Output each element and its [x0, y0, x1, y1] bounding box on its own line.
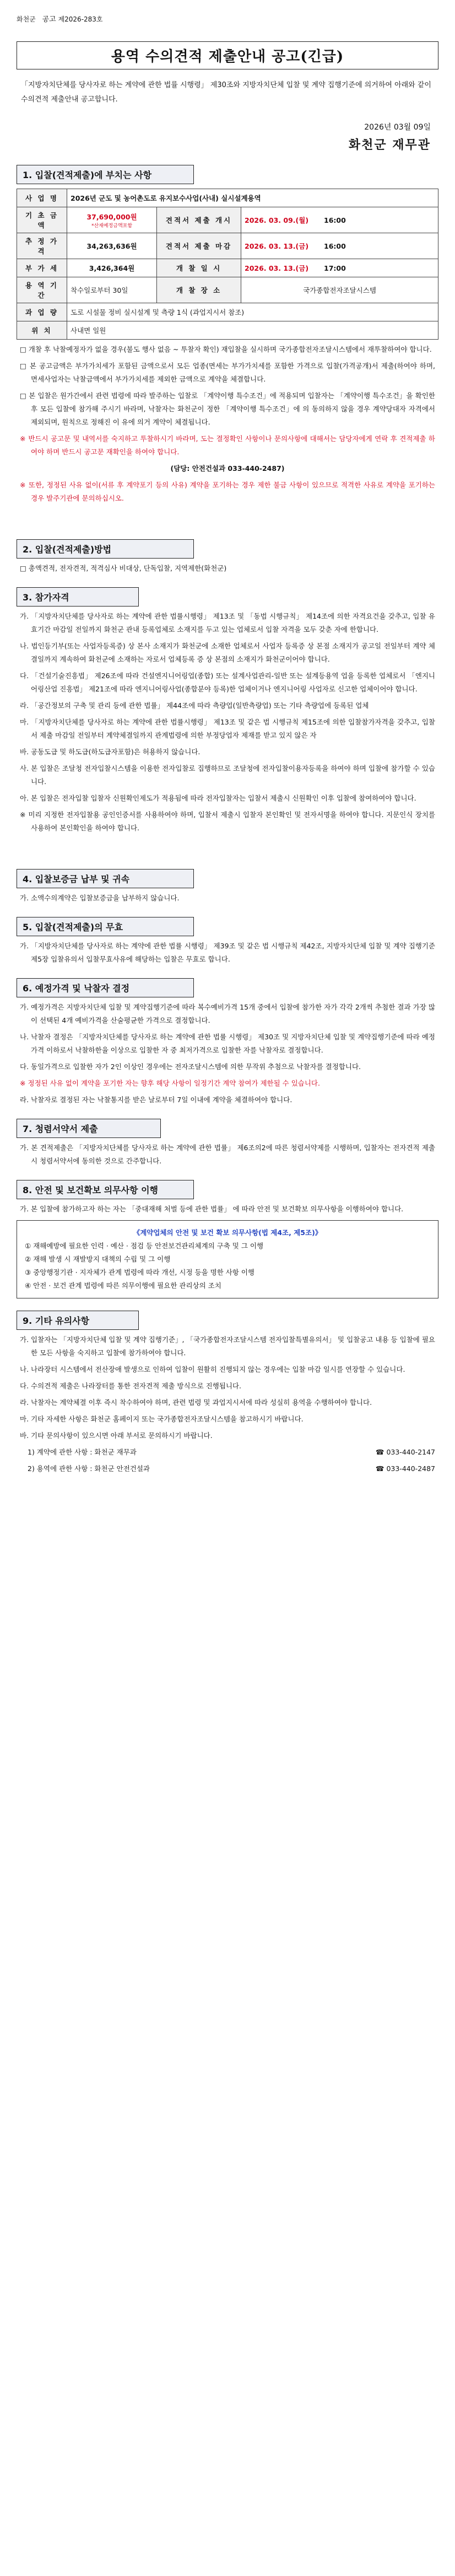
table-value [241, 233, 438, 259]
submit-start-date: 2026. 03. 09.(월) [245, 216, 309, 224]
s3-item: 아. 본 입찰은 전자입찰 입찰자 신원확인제도가 적용됨에 따라 전자입찰자는 입찰서 제출시 신원확인 이후 입찰에 참여하여야 합니다. [20, 794, 416, 802]
s6-item: 가. 예정가격은 지방자치단체 입찰 및 계약집행기준에 따라 복수예비가격 15개 중에서 입찰에 참가한 자가 각각 2개씩 추첨한 결과 가장 많이 선택된 4개 예비가격을 산술평균한 가격으로 결정합니다. [20, 1003, 435, 1024]
table-row [17, 259, 438, 277]
table-value: 2026년 군도 및 농어촌도로 유지보수사업(사내) 실시설계용역 [67, 189, 438, 207]
s8-box [17, 1220, 438, 1298]
table-value: 사내면 일원 [67, 321, 438, 340]
contact-phone: ☎ 033-440-2147 [375, 1448, 435, 1456]
notice-date: 2026년 03월 09일 [364, 123, 431, 132]
submit-start-time: 16:00 [324, 216, 346, 224]
s1-note: □ 본 공고금액은 부가가치세가 포함된 금액으로서 모든 업종(면세는 부가가치세를 포함한 가격으로 입찰(가격공개)서 제출(하여야 하며, 면세사업자는 낙찰금액에서 부가가치세를 제외한 금액으로 계약을 체결합니다. [20, 362, 435, 383]
s3-item: 마. 「지방자치단체를 당사자로 하는 계약에 관한 법률시행령」 제13조 및 같은 법 시행규칙 제15조에 의한 입찰참가자격을 갖추고, 입찰서 제출 마감일 전일부터 계약체결일까지 관계법령에 의한 부정당업자 제재를 받고 있지 않은 자 [20, 718, 435, 739]
s2-body: □ 총액견적, 전자견적, 적격심사 비대상, 단독입찰, 지역제한(화천군) [20, 564, 227, 572]
table-key: 용 역 기 간 [17, 277, 67, 303]
s6-item: 다. 동일가격으로 입찰한 자가 2인 이상인 경우에는 전자조달시스템에 의한 무작위 추첨으로 낙찰자를 결정합니다. [20, 1062, 361, 1071]
table-key: 부 가 세 [17, 259, 67, 277]
notice-header [17, 14, 438, 25]
base-amount: 37,690,000원 [86, 212, 137, 221]
section-9-heading: 9. 기타 유의사항 [17, 1311, 139, 1330]
section-7-heading: 7. 청렴서약서 제출 [17, 1119, 161, 1138]
s3-item: 바. 공동도급 및 하도급(하도급자포함)은 허용하지 않습니다. [20, 748, 201, 756]
s8-box-item: ④ 안전 · 보건 관계 법령에 따른 의무이행에 필요한 관리상의 조치 [25, 1281, 221, 1290]
s3-item: 라. 「공간정보의 구축 및 관리 등에 관한 법률」 제44조에 따라 측량업(일반측량업) 또는 기타 측량업에 등록된 업체 [20, 701, 369, 710]
contact-label: 2) 용역에 관한 사항 : 화천군 안전건설과 [28, 1464, 150, 1473]
section-4-heading: 4. 입찰보증금 납부 및 귀속 [17, 869, 194, 888]
table-row [17, 189, 438, 207]
table-key: 위 치 [17, 321, 67, 340]
s9-item: 라. 낙찰자는 계약체결 이후 즉시 착수하여야 하며, 관련 법령 및 과업지시서에 따라 성실히 용역을 수행하여야 합니다. [20, 1398, 372, 1407]
s5-body: 가. 「지방자치단체를 당사자로 하는 계약에 관한 법률 시행령」 제39조 및 같은 법 시행규칙 제42조, 지방자치단체 입찰 및 계약 집행기준 제5장 입찰유의서 입찰무효사유에 해당하는 입찰은 무효로 합니다. [20, 942, 435, 963]
base-amount-note: *산재예정금액포함 [91, 223, 133, 229]
title-box [17, 41, 438, 69]
s1-note: □ 본 입찰은 원가간에서 관련 법령에 따라 발주하는 입찰로 「계약이행 특수조건」에 적용되며 입찰자는 「계약이행 특수조건」을 확인한 후 모든 입찰에 참가해 주시기 바라며, 낙찰자는 화천군이 정한 「계약이행 특수조건」에 의 동의하지 않을 경우 계약당대자 자격에서 제외되며, 원칙으로 정해진 이 유에 의거 계약이 체결됩니다. [20, 391, 435, 426]
s8-box-item: ② 재해 발생 시 재발방지 대책의 수립 및 그 이행 [25, 1255, 171, 1263]
opening-time: 17:00 [324, 264, 346, 272]
submit-end-date: 2026. 03. 13.(금) [245, 242, 309, 250]
s4-body: 가. 소액수의계약은 입찰보증금을 납부하지 않습니다. [20, 894, 180, 902]
table-value: 착수일로부터 30일 [67, 277, 157, 303]
section-5-heading: 5. 입찰(견적제출)의 무효 [17, 917, 194, 936]
table-value [241, 207, 438, 233]
table-value: 국가종합전자조달시스템 [241, 277, 438, 303]
table-key: 과 업 량 [17, 303, 67, 321]
table-row [17, 277, 438, 303]
s6-item: 라. 낙찰자로 결정된 자는 낙찰통지를 받은 날로부터 7일 이내에 계약을 체결하여야 합니다. [20, 1096, 292, 1104]
table-row [17, 207, 438, 233]
s1-contact: (담당: 안전건설과 033-440-2487) [170, 464, 285, 473]
contact-label: 1) 계약에 관한 사항 : 화천군 재무과 [28, 1448, 137, 1456]
s9-item: 다. 수의견적 제출은 나라장터를 통한 전자견적 제출 방식으로 진행됩니다. [20, 1382, 241, 1390]
s8-box-title: 《계약업체의 안전 및 보건 확보 의무사항(법 제4조, 제5조)》 [133, 1228, 322, 1237]
s3-item: 사. 본 입찰은 조달청 전자입찰시스템을 이용한 전자입찰로 집행하므로 조달청에 전자입찰이용자등록을 하여야 하며 입찰에 참가할 수 있습니다. [20, 764, 435, 786]
s9-item: 마. 기타 자세한 사항은 화천군 홈페이지 또는 국가종합전자조달시스템을 참고하시기 바랍니다. [20, 1415, 304, 1423]
table-key: 사 업 명 [17, 189, 67, 207]
contact-phone: ☎ 033-440-2487 [375, 1464, 435, 1473]
page-title: 용역 수의견적 제출안내 공고(긴급) [111, 49, 344, 65]
section-6-heading: 6. 예정가격 및 낙찰자 결정 [17, 978, 194, 997]
opening-date: 2026. 03. 13.(금) [245, 264, 309, 272]
info-table [17, 189, 438, 340]
table-key: 개 찰 장 소 [157, 277, 241, 303]
s6-item: ※ 정정된 사유 없이 계약을 포기한 자는 향후 해당 사항이 일정기간 계약 참여가 제한될 수 있습니다. [20, 1079, 320, 1087]
table-value: 34,263,636원 [67, 233, 157, 259]
s6-item: 나. 낙찰자 결정은 「지방자치단체를 당사자로 하는 계약에 관한 법률 시행령」 제30조 및 지방자치단체 입찰 및 계약집행기준에 따라 예정가격 이하로서 낙찰하한율 이상으로 입찰한 자 중 최저가격으로 입찰한 자를 낙찰자로 결정합니다. [20, 1033, 435, 1054]
table-key: 개 찰 일 시 [157, 259, 241, 277]
s9-item: 나. 나라장터 시스템에서 전산장애 발생으로 인하여 입찰이 원활히 진행되지 않는 경우에는 입찰 마감 일시를 연장할 수 있습니다. [20, 1365, 405, 1373]
intro-text: 「지방자치단체를 당사자로 하는 계약에 관한 법률 시행령」 제30조와 지방자치단체 입찰 및 계약 집행기준에 의거하여 아래와 같이 수의견적 제출안내 공고합니다. [21, 81, 431, 104]
section-2-heading: 2. 입찰(견적제출)방법 [17, 539, 194, 559]
section-1-heading: 1. 입찰(견적제출)에 부치는 사항 [17, 165, 194, 184]
notice-number: 제2026-283호 [58, 15, 103, 23]
s9-item: 바. 기타 문의사항이 있으시면 아래 부서로 문의하시기 바랍니다. [20, 1431, 213, 1440]
table-value [241, 259, 438, 277]
table-value: 3,426,364원 [67, 259, 157, 277]
s3-item: 다. 「건설기술진흥법」 제26조에 따라 건설엔지니어링업(종합) 또는 설계사업관리-일반 또는 설계등용역 업을 등록한 업체로서 「엔지니어링산업 진흥법」 제21조에 따라 엔지니어링사업(종합분야 등록)한 업체이거나 엔지니어링 사업자로 신고한 업체이어야 합니다. [20, 672, 435, 693]
s8-body: 가. 본 입찰에 참가하고자 하는 자는 「중대재해 처벌 등에 관한 법률」 에 따라 안전 및 보건확보 의무사항을 이행하여야 합니다. [20, 1205, 404, 1213]
notice-label: 공고 [42, 15, 56, 24]
s7-body: 가. 본 견적제출은 「지방자치단체를 당사자로 하는 계약에 관한 법률」 제6조의2에 따른 청렴서약제를 시행하며, 입찰자는 전자견적 제출 시 청렴서약서에 동의한 것으로 간주합니다. [20, 1144, 435, 1165]
s3-item: 가. 「지방자치단체를 당사자로 하는 계약에 관한 법률시행령」 제13조 및 「동법 시행규칙」 제14조에 의한 자격요건을 갖추고, 입찰 유효기간 마감일 전일까지 화천군 관내 등록업체로 소재지를 두고 있는 업체로서 입찰 자격을 모두 갖춘 자에 한합니다. [20, 612, 435, 634]
submit-end-time: 16:00 [324, 242, 346, 250]
table-row [17, 321, 438, 340]
table-key: 추 정 가 격 [17, 233, 67, 259]
contact-row [20, 1462, 435, 1475]
s9-item: 가. 입찰자는 「지방자치단체 입찰 및 계약 집행기준」, 「국가종합전자조달시스템 전자입찰특별유의서」 및 입찰공고 내용 등 입찰에 필요한 모든 사항을 숙지하고 입찰에 참가하여야 합니다. [20, 1335, 435, 1357]
s3-item: ※ 미리 지정한 전자입찰용 공인인증서를 사용하여야 하며, 입찰서 제출시 입찰자 본인확인 및 전자서명을 하여야 합니다. 지문인식 장치를 사용하여 본인확인을 하여야 합니다. [20, 811, 435, 832]
s8-box-item: ① 재해예방에 필요한 인력 · 예산 · 점검 등 안전보건관리체계의 구축 및 그 이행 [25, 1242, 264, 1250]
s1-note: □ 개찰 후 낙찰예정자가 없을 경우(불도 행사 없음 ~ 투찰자 확인) 재입찰을 실시하며 국가종합전자조달시스템에서 재투찰하여야 합니다. [20, 345, 432, 353]
issuer: 화천군 재무관 [348, 138, 431, 152]
table-row [17, 303, 438, 321]
table-value: 도로 시설물 정비 실시설계 및 측량 1식 (과업지시서 참조) [67, 303, 438, 321]
table-key: 견적서 제출 개시 [157, 207, 241, 233]
table-key: 기 초 금 액 [17, 207, 67, 233]
table-row [17, 233, 438, 259]
s1-note: ※ 반드시 공고문 및 내역서를 숙지하고 투찰하시기 바라며, 도는 결정확인 사항이나 문의사항에 대해서는 담당자에게 연락 후 견적제출 하여야 하며 반드시 공고문 재확인을 하여야 합니다. [20, 434, 435, 456]
table-value [67, 207, 157, 233]
contact-row [20, 1446, 435, 1459]
s1-note: ※ 또한, 정정된 사유 없이(서류 후 계약포기 등의 사유) 계약을 포기하는 경우 제한 불금 사항이 있으므로 적격한 사유로 계약을 포기하는 경우 발주기관에 문의하십시오. [20, 481, 435, 502]
notice-org: 화천군 [17, 15, 36, 23]
section-3-heading: 3. 참가자격 [17, 587, 139, 607]
s3-item: 나. 법인등기부(또는 사업자등록증) 상 본사 소재지가 화천군에 소재한 업체로서 사업자 등록증 상 본점 소재지가 공고일 전일부터 계약 체결일까지 계속하여 화천군에 소재하는 자로서 업체등록 증 상 본점의 소재지가 화천군이어야 합니다. [20, 642, 435, 663]
s8-box-item: ③ 중앙행정기관 · 지자체가 관계 법령에 따라 개선, 시정 등을 명한 사항 이행 [25, 1268, 255, 1276]
section-8-heading: 8. 안전 및 보건확보 의무사항 이행 [17, 1180, 194, 1199]
table-key: 견적서 제출 마감 [157, 233, 241, 259]
